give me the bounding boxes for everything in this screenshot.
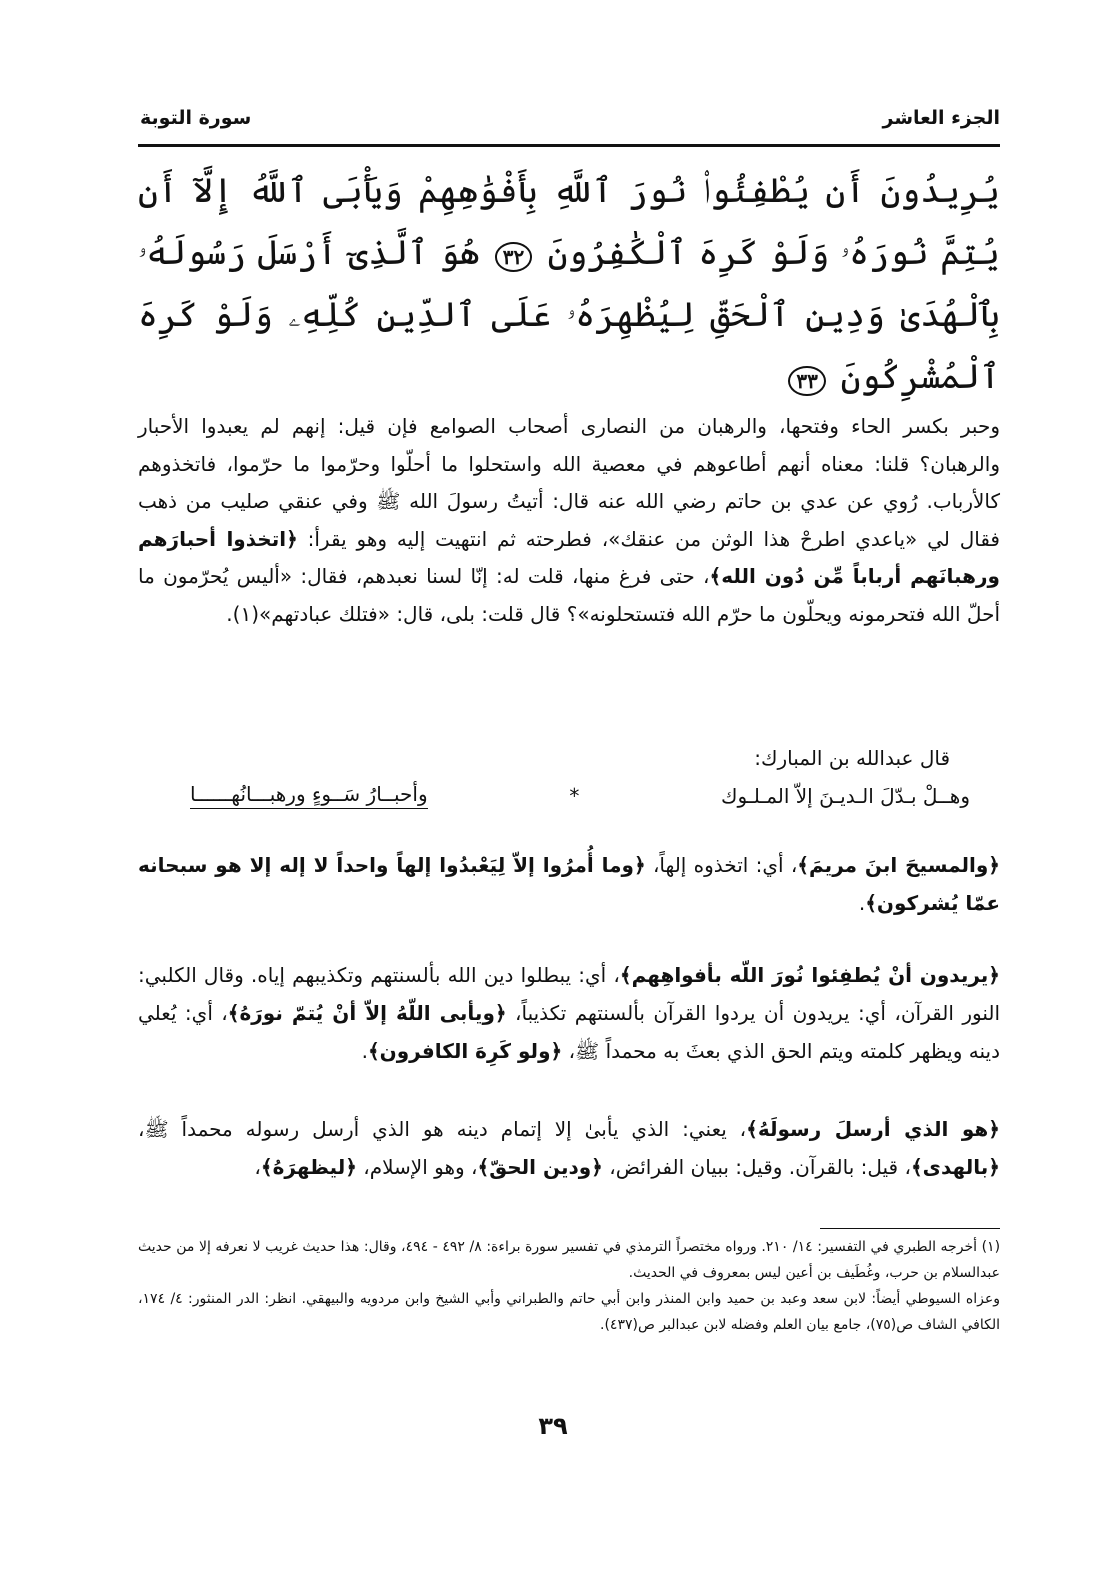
poem-hemistich-2: وأحبــارُ سَــوءٍ ورهبـــانُهــــــا (190, 782, 428, 809)
juz-label: الجزء العاشر (882, 107, 1000, 129)
commentary-text: . (361, 1039, 368, 1063)
quoted-verse: ﴿يريدون أنْ يُطفِئوا نُورَ اللّه بأفواهِهم﴾ (619, 963, 1000, 987)
commentary-paragraph-1 (138, 408, 1000, 633)
quoted-verse: ﴿بالهدى﴾ (910, 1155, 1000, 1179)
quoted-verse: ﴿ليظهرَهُ﴾ (260, 1155, 357, 1179)
commentary-text: ، يعني: الذي يأبىٰ إلا إتمام دينه هو الذي أرسل رسوله محمداً ﷺ، (138, 1117, 747, 1141)
quoted-verse: ﴿هو الذي أرسلَ رسولَهُ﴾ (746, 1117, 1000, 1141)
commentary-text: ، أي: اتخذوه إلهاً، (645, 853, 798, 877)
commentary-paragraph-2 (138, 846, 1000, 922)
verse-line-1: يُرِيدُونَ أَن يُطْفِئُوا۟ نُورَ ٱللَّهِ بِأَفْوَٰهِهِمْ وَيَأْبَى ٱللَّهُ إِلَّآ أَن يُتِمَّ نُورَهُۥ وَلَوْ كَرِهَ (138, 171, 1000, 273)
verse-line-3: عَلَى ٱلدِّينِ كُلِّهِۦ وَلَوْ كَرِهَ ٱلْمُشْرِكُونَ (138, 295, 1000, 397)
poem-separator: * (569, 783, 580, 808)
commentary-text: ، وهو الإسلام، (356, 1155, 478, 1179)
quoted-verse: ﴿وما أُمرُوا إلاّ لِيَعْبدُوا إلهاً واحداً لا إله إلا هو سبحانه عمّا يُشركون﴾ (138, 853, 1000, 915)
commentary-text-end: ، حتى فرغ منها، قلت له: إنّا لسنا نعبدهم، فقال: «أليس يُحرّمون ما أحلّ الله فتحرمونه ويحلّون ما حرّم الله فتستحلونه»؟ قال قلت: بلى، قال: «فتلك عبادتهم»(١). (138, 564, 1000, 626)
ayah-number-33: ٣٣ (788, 366, 825, 396)
quoted-verse: ﴿اتخذوا أحبارَهم ورهبانَهم أرباباً مِّن دُون الله﴾ (138, 526, 1000, 588)
footnote-rule (820, 1228, 1000, 1229)
poem-verse (190, 782, 970, 809)
commentary-text: ، أي: يبطلوا دين الله بألسنتهم وتكذيبهم إياه. وقال الكلبي: النور القرآن، أي: يريدون أن يردوا القرآن بألسنتهم تكذيباً، (138, 963, 1000, 1025)
commentary-text: . (858, 891, 866, 915)
footnotes (138, 1234, 1000, 1338)
header-rule (138, 144, 1000, 147)
footnote-1-continued: وعزاه السيوطي أيضاً: لابن سعد وعبد بن حميد وابن المنذر وابن أبي حاتم والطبراني وأبي الشيخ وابن مردويه والبيهقي. انظر: الدر المنثور: ٤/ ١٧٤، الكافي الشاف ص(٧٥)، جامع بيان العلم وفضله لابن عبدالبر ص(٤٣٧). (138, 1291, 1000, 1333)
commentary-text: وحبر بكسر الحاء وفتحها، والرهبان من النصارى أصحاب الصوامع فإن قيل: إنهم لم يعبدوا الأحبار والرهبان؟ قلنا: معناه أنهم أطاعوهم في معصية الله واستحلوا ما أحلّوا وحرّموا ما حرّموا، فاتخذوهم كالأرباب. رُوي عن عدي بن حاتم رضي الله عنه قال: أتيتُ رسولَ الله ﷺ وفي عنقي صليب من ذهب فقال لي «ياعدي اطرحْ هذا الوثن من عنقك»، فطرحته ثم انتهيت إليه وهو يقرأ: (138, 414, 1000, 551)
footnote-1: (١) أخرجه الطبري في التفسير: ١٤/ ٢١٠. ورواه مختصراً الترمذي في تفسير سورة براءة: ٨/ ٤٩٢ - ٤٩٤، وقال: هذا حديث غريب لا نعرفه إلا من حديث عبدالسلام بن حرب، وغُطَيف بن أعين ليس بمعروف في الحديث. (138, 1239, 1001, 1281)
quoted-verse: ﴿ولو كَرِهَ الكافرون﴾ (367, 1039, 563, 1063)
quoted-verse: ﴿والمسيحَ ابنَ مريمَ﴾ (797, 853, 1000, 877)
running-header (140, 100, 1000, 136)
commentary-text: ، (254, 1155, 261, 1179)
quran-verses (138, 160, 1000, 408)
commentary-paragraph-4 (138, 1110, 1000, 1186)
poem-intro: قال عبدالله بن المبارك: (754, 746, 950, 770)
poem-hemistich-1: وهــلْ بـدّلَ الـديـنَ إلاّ المـلـوك (721, 783, 970, 808)
commentary-paragraph-3 (138, 956, 1000, 1070)
commentary-text: ، قيل: بالقرآن. وقيل: ببيان الفرائض، (602, 1155, 911, 1179)
commentary-text: ، أي: يُعلي دينه ويظهر كلمته ويتم الحق الذي بعثَ به محمداً ﷺ، (138, 1001, 1000, 1063)
quoted-verse: ﴿ودين الحقّ﴾ (477, 1155, 603, 1179)
quoted-verse: ﴿ويأبى اللّهُ إلاّ أنْ يُتمّ نورَهُ﴾ (227, 1001, 507, 1025)
verse-line-2a: ٱلْكَٰفِرُونَ (547, 233, 688, 273)
page-number: ٣٩ (538, 1412, 568, 1440)
verse-line-2b: هُوَ ٱلَّذِىٓ أَرْسَلَ رَسُولَهُۥ بِٱلْهُدَىٰ وَدِينِ ٱلْحَقِّ لِيُظْهِرَهُۥ (138, 233, 1000, 335)
surah-label: سورة التوبة (140, 107, 252, 129)
ayah-number-32: ٣٢ (495, 242, 532, 272)
